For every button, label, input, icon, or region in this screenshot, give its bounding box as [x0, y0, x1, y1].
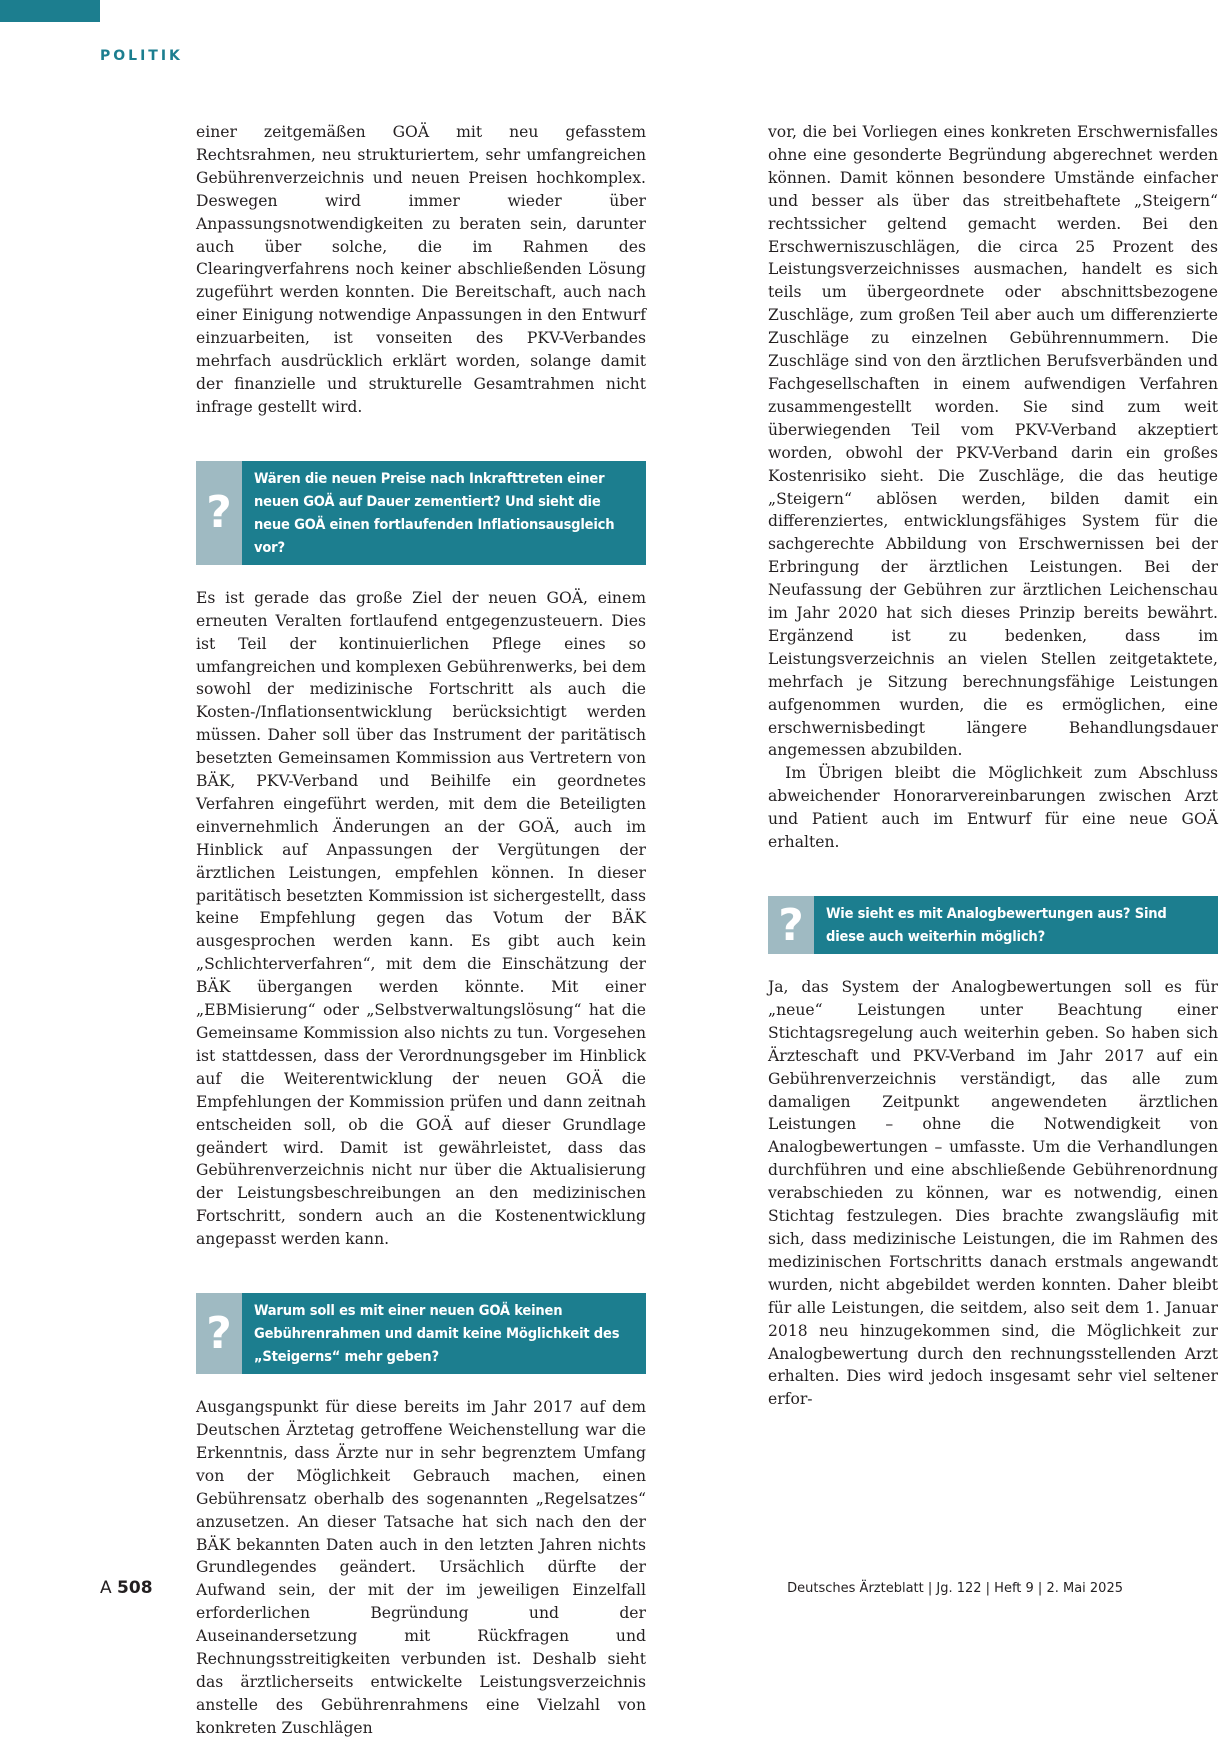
- body-paragraph: Ausgangspunkt für diese bereits im Jahr 2017 auf dem Deutschen Ärztetag getroffene Weichenstellung war die Erkenntnis, dass Ärzte nur in sehr begrenztem Umfang von der Möglichkeit Gebrauch machen, einen Gebührensatz oberhalb des sogenannten „Regelsatzes“ anzusetzen. An dieser Tatsache hat sich nach den der BÄK bekannten Daten auch in den letzten Jahren nichts Grundlegendes geändert. Ursächlich dürfte der Aufwand sein, der mit der im jeweiligen Einzelfall erforderlichen Begründung und der Auseinandersetzung mit Rückfragen und Rechnungsstreitigkeiten verbunden ist. Deshalb sieht das ärztlicherseits entwickelte Leistungsverzeichnis anstelle des Gebührenrahmens eine Vielzahl von konkreten Zuschlägen: [196, 1398, 646, 1737]
- question-mark-icon: ?: [196, 1293, 242, 1374]
- body-paragraph: Ja, das System der Analogbewertungen soll es für „neue“ Leistungen unter Beachtung einer Stichtagsregelung auch weiterhin geben. So haben sich Ärzteschaft und PKV-Verband im Jahr 2017 auf ein Gebührenverzeichnis verständigt, das alle zum damaligen Zeitpunkt angewendeten ärztlichen Leistungen – ohne die Notwendigkeit von Analogbewertungen – umfasste. Um die Verhandlungen durchführen und eine abschließende Gebührenordnung verabschieden zu können, war es notwendig, einen Stichtag festzulegen. Dies brachte zwangsläufig mit sich, dass medizinische Leistungen, die im Rahmen des medizinischen Fortschritts danach erstmals angewandt wurden, nicht abgebildet werden konnten. Daher bleibt für alle Leistungen, die seitdem, also seit dem 1. Januar 2018 neu hinzugekommen sind, die Möglichkeit zur Analogbewertung durch den rechnungsstellenden Arzt erhalten. Dies wird jedoch insgesamt sehr viel seltener erfor-: [768, 978, 1218, 1409]
- left-column: [196, 121, 646, 1740]
- page-number-value: 508: [117, 1578, 153, 1598]
- header-accent-bar: [0, 0, 100, 22]
- question-box: [196, 461, 646, 565]
- question-mark-icon: ?: [768, 896, 814, 954]
- page-prefix: A: [100, 1578, 112, 1598]
- body-paragraph: Im Übrigen bleibt die Möglichkeit zum Abschluss abweichender Honorarvereinbarungen zwischen Arzt und Patient auch im Entwurf für eine neue GOÄ erhalten.: [768, 764, 1218, 852]
- question-text: Wären die neuen Preise nach Inkrafttreten einer neuen GOÄ auf Dauer zementiert? Und sieht die neue GOÄ einen fortlaufenden Inflationsausgleich vor?: [254, 469, 615, 556]
- question-box: [196, 1293, 646, 1374]
- question-box: [768, 896, 1218, 954]
- body-paragraph: vor, die bei Vorliegen eines konkreten Erschwernisfalles ohne eine gesonderte Begründung abgerechnet werden können. Damit können besondere Umstände einfacher und besser als über das streitbehaftete „Steigern“ rechtssicher geltend gemacht werden. Bei den Erschwerniszuschlägen, die circa 25 Prozent des Leistungsverzeichnisses ausmachen, handelt es sich teils um übergeordnete oder abschnittsbezogene Zuschläge, zum großen Teil aber auch um differenzierte Zuschläge zu einzelnen Gebührennummern. Die Zuschläge sind von den ärztlichen Berufsverbänden und Fachgesellschaften in einem aufwendigen Verfahren zusammengestellt worden. Sie sind zum weit überwiegenden Teil vom PKV-Verband akzeptiert worden, obwohl der PKV-Verband darin ein großes Kostenrisiko sieht. Die Zuschläge, die das heutige „Steigern“ ablösen werden, bilden damit ein differenziertes, entwicklungsfähiges System für die sachgerechte Abbildung von Erschwernissen bei der Erbringung der ärztlichen Leistungen. Bei der Neufassung der Gebühren zur ärztlichen Leichenschau im Jahr 2020 hat sich dieses Prinzip bereits bewährt. Ergänzend ist zu bedenken, dass im Leistungsverzeichnis an vielen Stellen zeitgetaktete, mehrfach je Sitzung berechnungsfähige Leistungen aufgenommen wurden, die es ermöglichen, eine erschwernisbedingt längere Behandlungsdauer angemessen abzubilden.: [768, 123, 1218, 760]
- question-text: Warum soll es mit einer neuen GOÄ keinen Gebührenrahmen und damit keine Möglichkeit des „Steigerns“ mehr geben?: [254, 1302, 620, 1366]
- question-text: Wie sieht es mit Analogbewertungen aus? Sind diese auch weiterhin möglich?: [826, 905, 1167, 945]
- section-label: POLITIK: [100, 48, 183, 64]
- journal-citation: Deutsches Ärzteblatt | Jg. 122 | Heft 9 | 2. Mai 2025: [787, 1581, 1123, 1596]
- body-paragraph: einer zeitgemäßen GOÄ mit neu gefasstem Rechtsrahmen, neu strukturiertem, sehr umfangreichen Gebührenverzeichnis und neuen Preisen hochkomplex. Deswegen wird immer wieder über Anpassungsnotwendigkeiten zu beraten sein, darunter auch über solche, die im Rahmen des Clearingverfahrens noch keiner abschließenden Lösung zugeführt werden konnten. Die Bereitschaft, auch nach einer Einigung notwendige Anpassungen in den Entwurf einzuarbeiten, ist vonseiten des PKV-Verbandes mehrfach ausdrücklich erklärt worden, solange damit der finanzielle und strukturelle Gesamtrahmen nicht infrage gestellt wird.: [196, 123, 646, 416]
- body-paragraph: Es ist gerade das große Ziel der neuen GOÄ, einem erneuten Veralten fortlaufend entgegenzusteuern. Dies ist Teil der kontinuierlichen Pflege eines so umfangreichen und komplexen Gebührenwerks, bei dem sowohl der medizinische Fortschritt als auch die Kosten-/Inflationsentwicklung berücksichtigt werden müssen. Daher soll über das Instrument der paritätisch besetzten Gemeinsamen Kommission aus Vertretern von BÄK, PKV-Verband und Beihilfe ein geordnetes Verfahren eingeführt werden, mit dem die Beteiligten einvernehmlich Änderungen an der GOÄ, auch im Hinblick auf Anpassungen der Vergütungen der ärztlichen Leistungen, empfehlen können. In dieser paritätisch besetzten Kommission ist sichergestellt, dass keine Empfehlung gegen das Votum der BÄK ausgesprochen werden kann. Es gibt auch kein „Schlichterverfahren“, mit dem die Einschätzung der BÄK übergangen werden könnte. Mit einer „EBMisierung“ oder „Selbstverwaltungslösung“ hat die Gemeinsame Kommission also nichts zu tun. Vorgesehen ist stattdessen, dass der Verordnungsgeber im Hinblick auf die Weiterentwicklung der neuen GOÄ die Empfehlungen der Kommission prüfen und dann zeitnah entscheiden soll, ob die GOÄ auf dieser Grundlage geändert wird. Damit ist gewährleistet, dass das Gebührenverzeichnis nicht nur über die Aktualisierung der Leistungsbeschreibungen an den medizinischen Fortschritt, sondern auch an die Kostenentwicklung angepasst werden kann.: [196, 588, 646, 1249]
- page-number: [100, 1578, 153, 1598]
- question-mark-icon: ?: [196, 461, 242, 565]
- right-column: [768, 121, 1218, 1411]
